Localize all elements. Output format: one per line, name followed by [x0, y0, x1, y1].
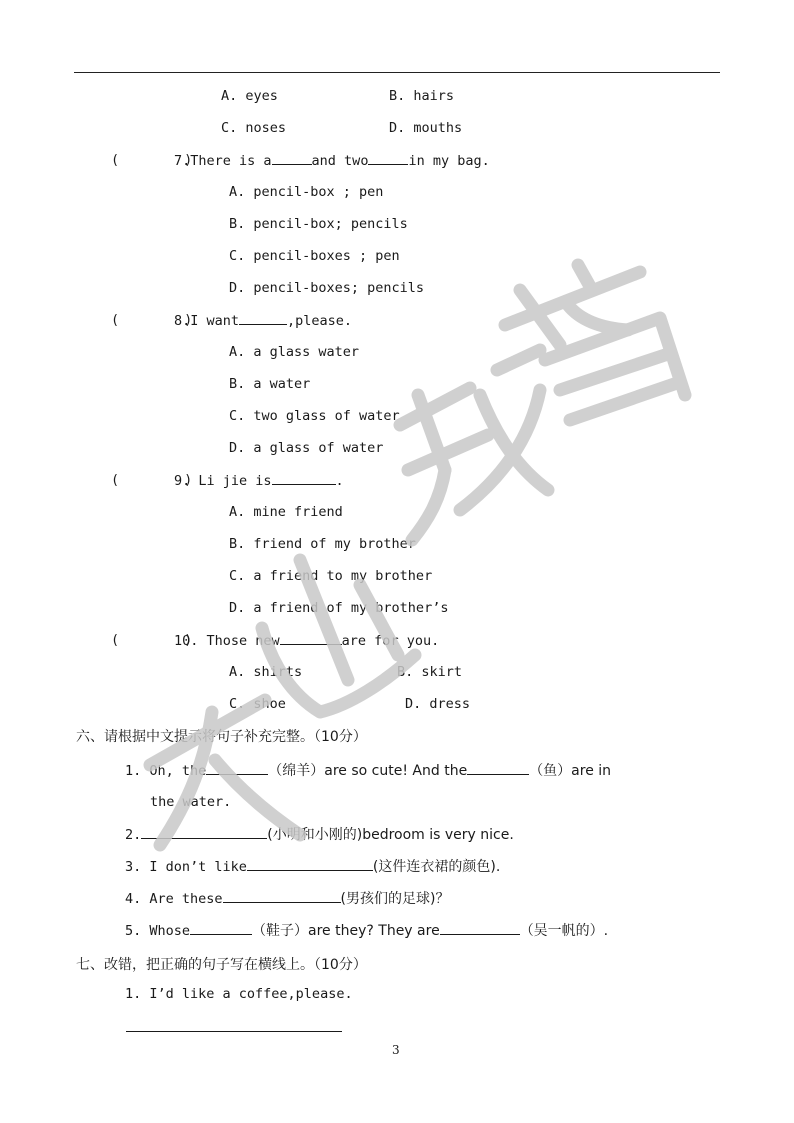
q10-answer-paren[interactable]: ( ): [111, 632, 193, 648]
q10-option-c: C. shoe: [229, 696, 286, 712]
q7-answer-paren[interactable]: ( ): [111, 152, 193, 168]
s6-s2-part-b: (小明和小刚的)bedroom is very nice.: [267, 827, 514, 843]
q8-option-b: B. a water: [229, 376, 311, 392]
q7-blank-1[interactable]: [272, 151, 312, 165]
s6-s1-blank-2[interactable]: [467, 761, 529, 775]
q7-stem: [174, 151, 490, 170]
section-7-title: 七、改错，把正确的句子写在横线上。（10分）: [76, 957, 367, 973]
q7-stem-mid: and two: [311, 153, 369, 169]
q10-blank[interactable]: [280, 631, 342, 645]
q9-option-d: D. a friend of my brother’s: [229, 600, 449, 616]
s6-s4-blank[interactable]: [223, 889, 341, 903]
q7-stem-post: in my bag.: [408, 153, 490, 169]
s6-s3-part-b: (这件连衣裙的颜色).: [372, 859, 501, 875]
q9-stem: [174, 471, 344, 490]
q8-option-c: C. two glass of water: [229, 408, 400, 424]
s6-s1-part-b: （绵羊）are so cute! And the: [268, 763, 468, 779]
q10-stem-post: are for you.: [341, 633, 440, 649]
q8-option-a: A. a glass water: [229, 344, 360, 360]
q8-answer-paren[interactable]: ( ): [111, 312, 193, 328]
q9-stem-post: .: [335, 473, 344, 489]
s6-sentence-1: [125, 761, 611, 780]
s6-s4-part-b: (男孩们的足球)？: [340, 891, 450, 907]
section-6-title: 六、请根据中文提示将句子补充完整。（10分）: [76, 729, 367, 745]
q9-stem-pre: 9. Li jie is: [174, 473, 272, 489]
s6-s3-part-a: 3. I don’t like: [125, 859, 247, 875]
q7-option-c: C. pencil-boxes ; pen: [229, 248, 400, 264]
s6-s3-blank[interactable]: [247, 857, 373, 871]
q8-stem-pre: 8.I want: [174, 313, 240, 329]
q9-option-c: C. a friend to my brother: [229, 568, 433, 584]
q6-option-d: D. mouths: [389, 120, 463, 136]
s6-s5-blank-2[interactable]: [440, 921, 520, 935]
q6-option-a: A. eyes: [221, 88, 278, 104]
q7-stem-pre: 7.There is a: [174, 153, 272, 169]
s6-s5-part-b: （鞋子）are they? They are: [252, 923, 440, 939]
q7-option-a: A. pencil-box ; pen: [229, 184, 384, 200]
s6-s1-part-a: 1. Oh, the: [125, 763, 207, 779]
q7-blank-2[interactable]: [368, 151, 408, 165]
q10-stem-pre: 10. Those new: [174, 633, 280, 649]
q6-option-b: B. hairs: [389, 88, 455, 104]
q7-option-d: D. pencil-boxes; pencils: [229, 280, 425, 296]
q10-option-a: A. shirts: [229, 664, 303, 680]
q8-stem: [174, 311, 352, 330]
s6-sentence-1-cont: the water.: [150, 794, 232, 810]
s6-s1-blank-1[interactable]: [206, 761, 268, 775]
watermark-text: 大山教育: [0, 0, 4, 1]
s6-sentence-5: [125, 921, 608, 940]
q9-answer-paren[interactable]: ( ): [111, 472, 193, 488]
s6-s1-part-c: （鱼）are in: [529, 763, 612, 779]
s6-sentence-3: [125, 857, 500, 876]
q8-blank[interactable]: [239, 311, 287, 325]
s6-s2-blank[interactable]: [141, 825, 267, 839]
q9-blank[interactable]: [272, 471, 336, 485]
q8-stem-post: ,please.: [287, 313, 353, 329]
q8-option-d: D. a glass of water: [229, 440, 384, 456]
header-rule: [74, 72, 720, 73]
s6-sentence-4: [125, 889, 449, 908]
page-number: 3: [392, 1043, 400, 1057]
q10-option-d: D. dress: [405, 696, 471, 712]
s7-sentence-1: 1. I’d like a coffee,please.: [125, 986, 353, 1002]
s6-s2-part-a: 2.: [125, 827, 142, 843]
s6-s5-blank-1[interactable]: [190, 921, 252, 935]
q9-option-b: B. friend of my brother: [229, 536, 416, 552]
q10-option-b: B. skirt: [397, 664, 463, 680]
s6-s4-part-a: 4. Are these: [125, 891, 223, 907]
s6-s5-part-a: 5. Whose: [125, 923, 191, 939]
q6-option-c: C. noses: [221, 120, 287, 136]
s7-answer-line[interactable]: [126, 1031, 342, 1032]
s6-s5-part-c: （吴一帆的）.: [519, 923, 609, 939]
q9-option-a: A. mine friend: [229, 504, 343, 520]
q10-stem: [174, 631, 439, 650]
s6-sentence-2: [125, 825, 514, 844]
q7-option-b: B. pencil-box; pencils: [229, 216, 408, 232]
